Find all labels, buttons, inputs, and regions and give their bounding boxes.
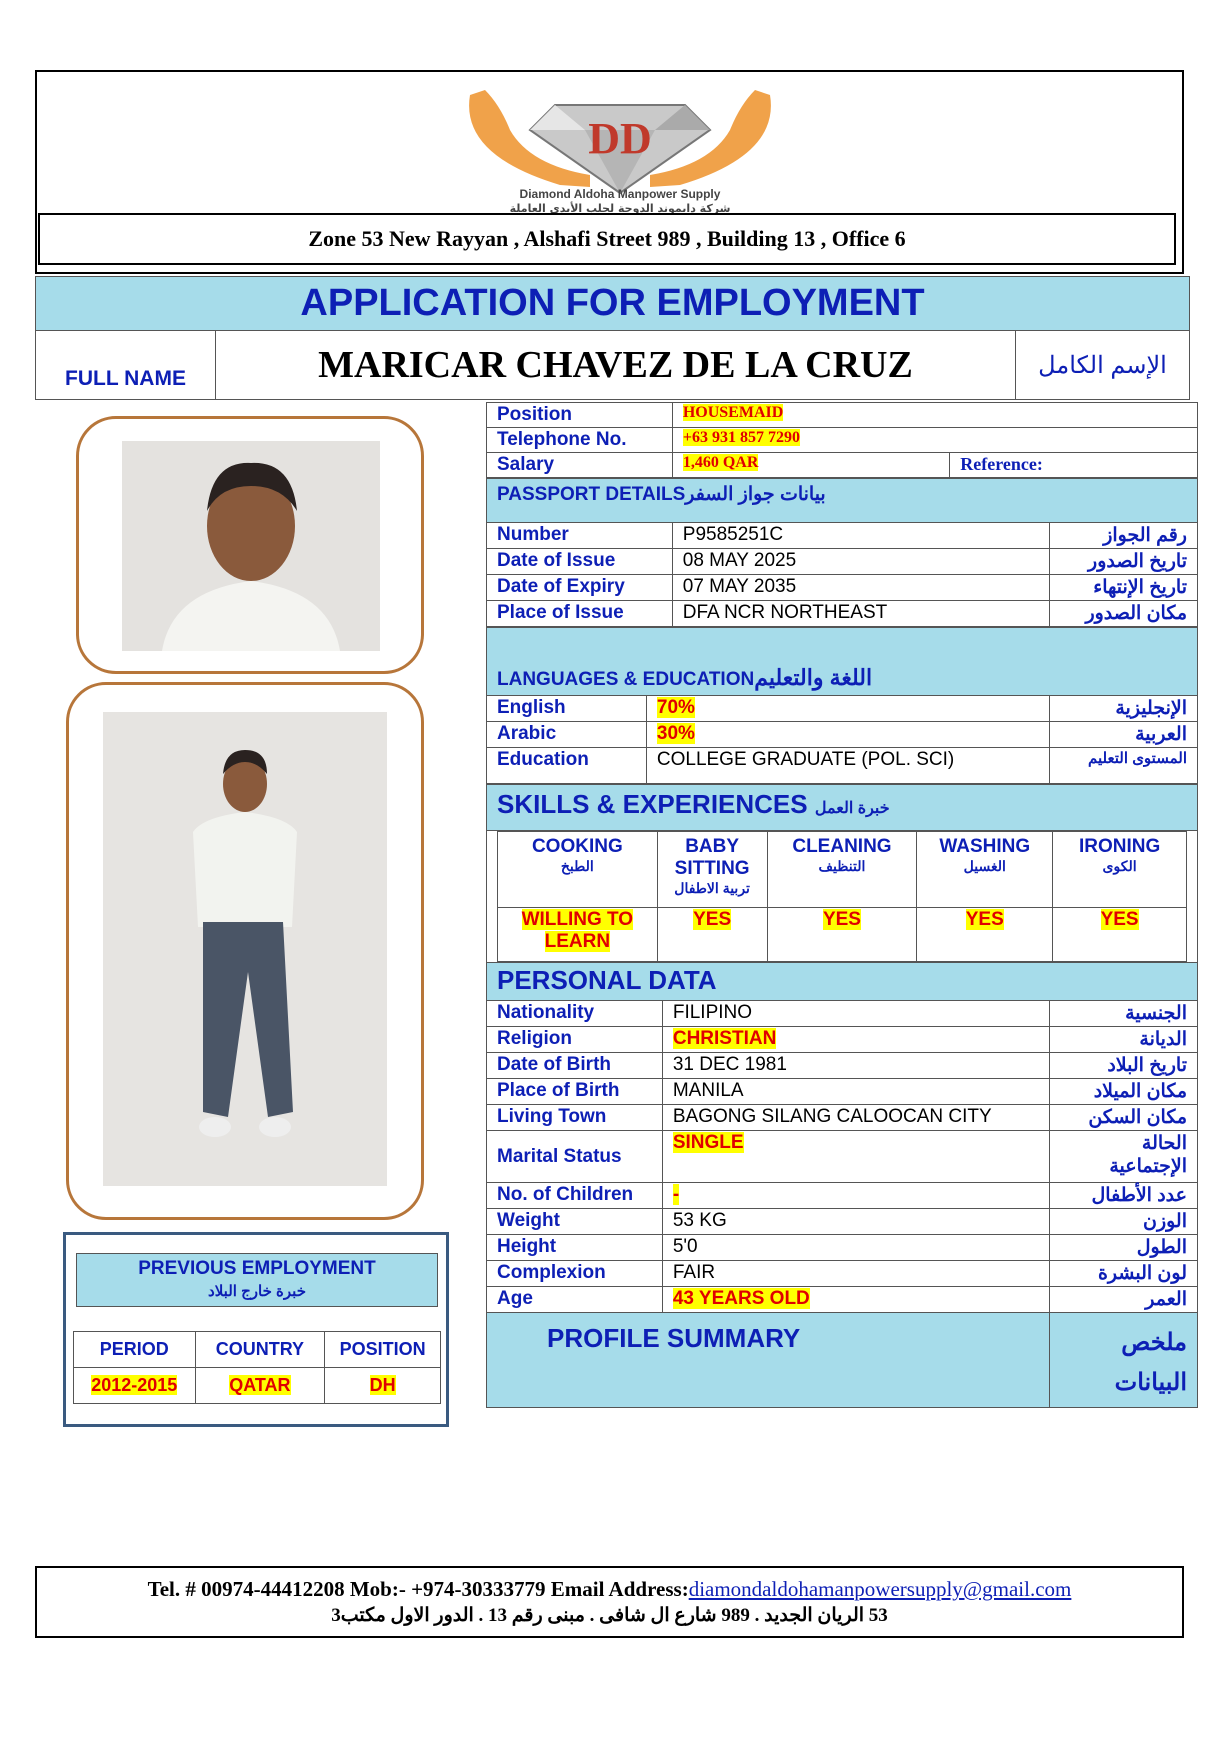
english-label: English (487, 696, 647, 722)
place-of-issue-label-ar: مكان الصدور (1050, 601, 1198, 627)
english-value: 70% (656, 697, 695, 718)
complexion-value: FAIR (662, 1261, 1049, 1287)
period-cell: 2012-2015 (91, 1375, 178, 1395)
page-title: APPLICATION FOR EMPLOYMENT (35, 276, 1190, 331)
table-header-row (74, 1332, 441, 1368)
living-town-label: Living Town (487, 1105, 663, 1131)
education-row (487, 748, 1198, 784)
person-portrait-icon (122, 441, 380, 651)
language-row (487, 722, 1198, 748)
skill-cooking-value: WILLING TO LEARN (521, 909, 634, 952)
education-value: COLLEGE GRADUATE (POL. SCI) (646, 748, 1049, 784)
skill-cleaning-value: YES (822, 909, 861, 930)
diamond-hands-logo-icon (440, 75, 800, 215)
profile-summary-heading: PROFILE SUMMARY (487, 1313, 1050, 1408)
skill-baby-sitting: BABY SITTING تربية الاطفال (657, 832, 767, 908)
place-of-issue-value: DFA NCR NORTHEAST (672, 601, 1049, 627)
personal-row (487, 1027, 1198, 1053)
contact-footer (35, 1566, 1184, 1638)
place-of-birth-label: Place of Birth (487, 1079, 663, 1105)
full-name-label-ar: الإسم الكامل (1038, 351, 1167, 379)
arabic-label: Arabic (487, 722, 647, 748)
marital-status-label: Marital Status (487, 1131, 663, 1183)
application-details (486, 402, 1198, 1408)
passport-row (487, 601, 1198, 627)
date-of-issue-label-ar: تاريخ الصدور (1050, 549, 1198, 575)
date-of-expiry-label-ar: تاريخ الإنتهاء (1050, 575, 1198, 601)
place-of-birth-value: MANILA (662, 1079, 1049, 1105)
date-of-birth-label: Date of Birth (487, 1053, 663, 1079)
personal-data-heading: PERSONAL DATA (487, 963, 1198, 1001)
arabic-value: 30% (656, 723, 695, 744)
height-value: 5'0 (662, 1235, 1049, 1261)
children-label-ar: عدد الأطفال (1050, 1183, 1198, 1209)
position-value: HOUSEMAID (682, 404, 784, 421)
passport-number-label: Number (487, 523, 673, 549)
weight-value: 53 KG (662, 1209, 1049, 1235)
skill-washing: WASHING الغسيل (917, 832, 1053, 908)
skill-washing-value: YES (965, 909, 1004, 930)
previous-employment-table (73, 1331, 441, 1404)
salary-row (487, 453, 1198, 478)
position-cell: DH (369, 1375, 396, 1395)
reference-label: Reference: (950, 453, 1198, 478)
company-logo (440, 75, 800, 215)
table-row (74, 1368, 441, 1404)
personal-row (487, 1287, 1198, 1313)
salary-label: Salary (487, 453, 673, 478)
profile-summary-heading-ar: ملخص البيانات (1050, 1313, 1198, 1408)
telephone-label: Telephone No. (487, 428, 673, 453)
date-of-issue-value: 08 MAY 2025 (672, 549, 1049, 575)
date-of-birth-label-ar: تاريخ البلاد (1050, 1053, 1198, 1079)
skills-heading-ar: خبرة العمل (814, 800, 890, 817)
svg-text:DD: DD (588, 114, 652, 163)
nationality-label: Nationality (487, 1001, 663, 1027)
date-of-expiry-label: Date of Expiry (487, 575, 673, 601)
passport-number-label-ar: رقم الجواز (1050, 523, 1198, 549)
marital-status-label-ar: الحالة الإجتماعية (1050, 1131, 1198, 1183)
personal-row (487, 1079, 1198, 1105)
weight-label: Weight (487, 1209, 663, 1235)
children-label: No. of Children (487, 1183, 663, 1209)
company-address: Zone 53 New Rayyan , Alshafi Street 989 , Building 13 , Office 6 (38, 213, 1176, 265)
skill-cleaning: CLEANING التنظيف (767, 832, 917, 908)
position-row (487, 403, 1198, 428)
personal-row (487, 1053, 1198, 1079)
previous-employment-box (63, 1232, 449, 1427)
period-column-header: PERIOD (74, 1332, 196, 1368)
height-label-ar: الطول (1050, 1235, 1198, 1261)
complexion-label-ar: لون البشرة (1050, 1261, 1198, 1287)
svg-text:شركة دايموند الدوحة لجلب الأيد: شركة دايموند الدوحة لجلب الأيدي العاملة (509, 202, 731, 215)
living-town-label-ar: مكان السكن (1050, 1105, 1198, 1131)
salary-value: 1,460 QAR (682, 454, 759, 471)
passport-row (487, 549, 1198, 575)
nationality-value: FILIPINO (662, 1001, 1049, 1027)
skills-heading: SKILLS & EXPERIENCES خبرة العمل (487, 785, 1198, 831)
full-body-photo-frame (66, 682, 424, 1220)
age-value: 43 YEARS OLD (672, 1288, 810, 1309)
personal-row (487, 1001, 1198, 1027)
full-body-photo (103, 712, 387, 1186)
email-link[interactable]: diamondaldohamanpowersupply@gmail.com (688, 1577, 1072, 1601)
skill-ironing-value: YES (1100, 909, 1139, 930)
weight-label-ar: الوزن (1050, 1209, 1198, 1235)
religion-label: Religion (487, 1027, 663, 1053)
telephone-value: +63 931 857 7290 (682, 429, 800, 446)
personal-row (487, 1235, 1198, 1261)
person-full-body-icon (103, 712, 387, 1186)
personal-row (487, 1131, 1198, 1183)
skills-names-row (498, 832, 1187, 908)
personal-row (487, 1261, 1198, 1287)
position-label: Position (487, 403, 673, 428)
country-column-header: COUNTRY (195, 1332, 325, 1368)
passport-number-value: P9585251C (672, 523, 1049, 549)
religion-label-ar: الديانة (1050, 1027, 1198, 1053)
full-name-value: MARICAR CHAVEZ DE LA CRUZ (216, 331, 1016, 399)
arabic-label-ar: العربية (1050, 722, 1198, 748)
portrait-photo (122, 441, 380, 651)
country-cell: QATAR (229, 1375, 291, 1395)
place-of-birth-label-ar: مكان الميلاد (1050, 1079, 1198, 1105)
languages-heading-ar: اللغة والتعليم (754, 665, 873, 690)
place-of-issue-label: Place of Issue (487, 601, 673, 627)
skill-ironing: IRONING الكوى (1053, 832, 1187, 908)
age-label-ar: العمر (1050, 1287, 1198, 1313)
passport-heading: PASSPORT DETAILSبيانات جواز السفر (487, 479, 1198, 523)
passport-row (487, 523, 1198, 549)
previous-employment-heading: PREVIOUS EMPLOYMENT خبرة خارج البلاد (76, 1253, 438, 1307)
date-of-issue-label: Date of Issue (487, 549, 673, 575)
skills-values-row (498, 908, 1187, 962)
religion-value: CHRISTIAN (672, 1028, 777, 1049)
passport-row (487, 575, 1198, 601)
passport-heading-ar: بيانات جواز السفر (685, 484, 826, 505)
portrait-photo-frame (76, 416, 424, 674)
education-label-ar: المستوى التعليم (1050, 748, 1198, 784)
footer-contact: Tel. # 00974-44412208 Mob:- +974-30333779 Email Address: (147, 1577, 689, 1601)
skill-cooking: COOKING الطبخ (498, 832, 658, 908)
personal-row (487, 1183, 1198, 1209)
skill-baby-sitting-value: YES (693, 909, 732, 930)
children-value: - (672, 1184, 680, 1205)
height-label: Height (487, 1235, 663, 1261)
marital-status-value: SINGLE (672, 1132, 744, 1153)
education-label: Education (487, 748, 647, 784)
date-of-birth-value: 31 DEC 1981 (662, 1053, 1049, 1079)
full-name-label: FULL NAME (36, 331, 216, 399)
english-label-ar: الإنجليزية (1050, 696, 1198, 722)
footer-address-ar: 53 الريان الجديد . 989 شارع ال شافى . مبنى رقم 13 . الدور الاول مكتب3 (331, 1605, 888, 1626)
full-name-row (35, 330, 1190, 400)
previous-employment-heading-ar: خبرة خارج البلاد (208, 1283, 306, 1300)
language-row (487, 696, 1198, 722)
age-label: Age (487, 1287, 663, 1313)
living-town-value: BAGONG SILANG CALOOCAN CITY (662, 1105, 1049, 1131)
personal-row (487, 1105, 1198, 1131)
position-column-header: POSITION (325, 1332, 441, 1368)
languages-heading: LANGUAGES & EDUCATIONاللغة والتعليم (487, 628, 1198, 696)
date-of-expiry-value: 07 MAY 2035 (672, 575, 1049, 601)
complexion-label: Complexion (487, 1261, 663, 1287)
personal-row (487, 1209, 1198, 1235)
svg-text:Diamond Aldoha Manpower Supply: Diamond Aldoha Manpower Supply (519, 187, 721, 201)
nationality-label-ar: الجنسية (1050, 1001, 1198, 1027)
telephone-row (487, 428, 1198, 453)
